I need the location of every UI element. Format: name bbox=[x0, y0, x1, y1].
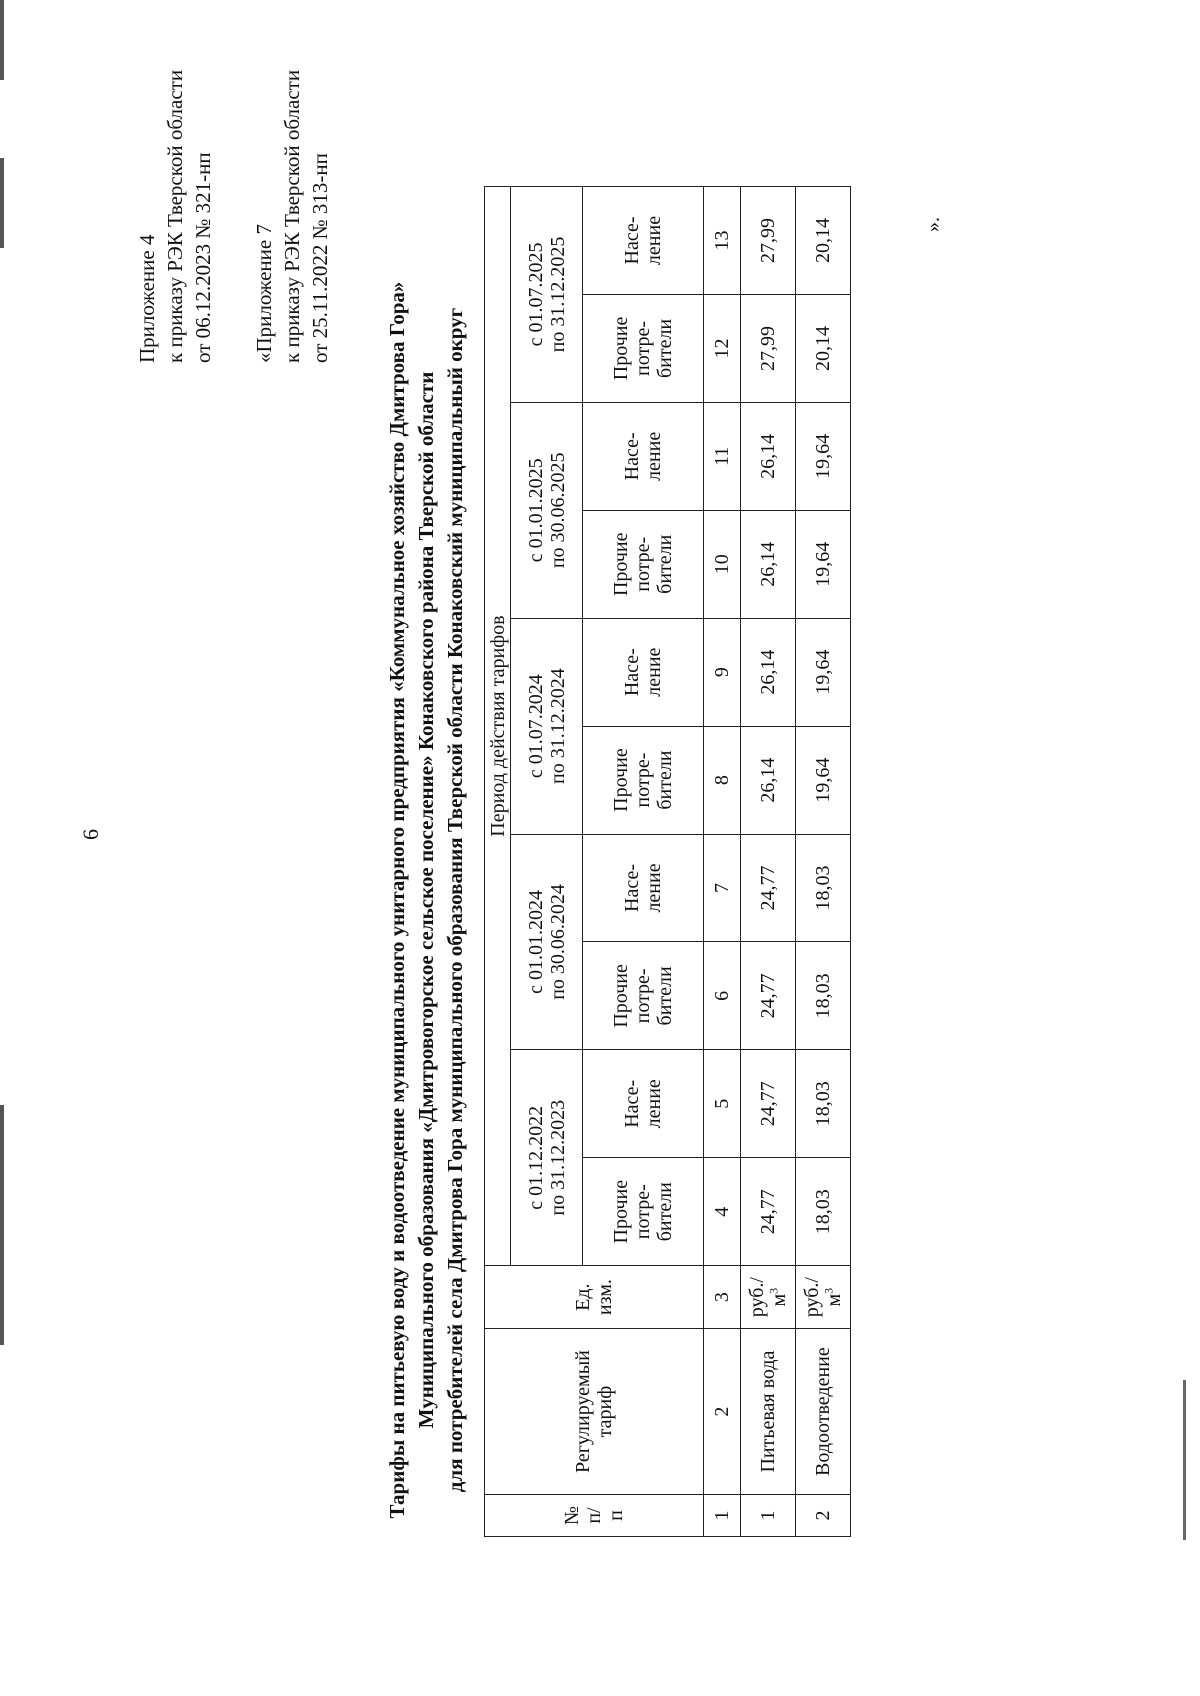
appendix-line: к приказу РЭК Тверской области bbox=[163, 69, 187, 363]
consumer-population-header: Насе- ление bbox=[583, 618, 704, 726]
consumer-other-header: Прочие потре- бители bbox=[583, 510, 704, 618]
column-number: 5 bbox=[704, 1050, 741, 1158]
page-number: 6 bbox=[78, 829, 103, 840]
appendix-line: Приложение 4 bbox=[135, 234, 159, 363]
unit-superscript: 3 bbox=[766, 1287, 781, 1294]
column-number: 7 bbox=[704, 834, 741, 942]
tariff-value: 27,99 bbox=[741, 294, 796, 402]
tariff-name: Водоотведение bbox=[796, 1329, 851, 1495]
tariff-value: 20,14 bbox=[796, 187, 851, 295]
period-header: с 01.07.2025 по 31.12.2025 bbox=[511, 187, 583, 403]
column-number: 8 bbox=[704, 726, 741, 834]
consumer-other-header: Прочие потре- бители bbox=[583, 942, 704, 1050]
tariff-value: 18,03 bbox=[796, 942, 851, 1050]
period-header: с 01.01.2024 по 30.06.2024 bbox=[511, 834, 583, 1050]
consumer-other-header: Прочие потре- бители bbox=[583, 294, 704, 402]
consumer-other-header: Прочие потре- бители bbox=[583, 726, 704, 834]
consumer-population-header: Насе- ление bbox=[583, 1050, 704, 1158]
row-number: 2 bbox=[796, 1495, 851, 1537]
appendix-line: от 06.12.2023 № 321-нп bbox=[191, 152, 215, 363]
tariff-value: 26,14 bbox=[741, 510, 796, 618]
tariff-value: 19,64 bbox=[796, 618, 851, 726]
document-title bbox=[383, 195, 470, 1605]
header-unit: Ед. изм. bbox=[485, 1266, 704, 1329]
tariff-name: Питьевая вода bbox=[741, 1329, 796, 1495]
row-number: 1 bbox=[741, 1495, 796, 1537]
tariff-value: 18,03 bbox=[796, 1158, 851, 1266]
tariff-value: 18,03 bbox=[796, 834, 851, 942]
period-header: с 01.12.2022 по 31.12.2023 bbox=[511, 1050, 583, 1266]
unit-superscript: 3 bbox=[821, 1287, 836, 1294]
period-header: с 01.07.2024 по 31.12.2024 bbox=[511, 618, 583, 834]
tariff-value: 27,99 bbox=[741, 187, 796, 295]
column-number: 2 bbox=[704, 1329, 741, 1495]
tariff-table bbox=[484, 186, 851, 1537]
unit-text: руб./м bbox=[746, 1277, 790, 1318]
closing-quote-mark: ». bbox=[922, 217, 944, 232]
tariff-value: 26,14 bbox=[741, 402, 796, 510]
appendix-line: к приказу РЭК Тверской области bbox=[280, 69, 304, 363]
column-number: 9 bbox=[704, 618, 741, 726]
column-number: 10 bbox=[704, 510, 741, 618]
period-header: с 01.01.2025 по 30.06.2025 bbox=[511, 402, 583, 618]
tariff-value: 19,64 bbox=[796, 510, 851, 618]
tariff-value: 24,77 bbox=[741, 942, 796, 1050]
unit-text: руб./м bbox=[801, 1277, 845, 1318]
consumer-population-header: Насе- ление bbox=[583, 834, 704, 942]
tariff-value: 19,64 bbox=[796, 402, 851, 510]
header-row-number: № п/ п bbox=[485, 1495, 704, 1537]
column-number: 13 bbox=[704, 187, 741, 295]
tariff-value: 24,77 bbox=[741, 1158, 796, 1266]
column-number: 4 bbox=[704, 1158, 741, 1266]
title-line: Тарифы на питьевую воду и водоотведение муниципального унитарного предприятия «Коммунальное хозяйство Дмитрова Гора» bbox=[385, 281, 409, 1519]
unit-cell bbox=[796, 1266, 851, 1329]
tariff-value: 20,14 bbox=[796, 294, 851, 402]
column-number: 6 bbox=[704, 942, 741, 1050]
tariff-value: 26,14 bbox=[741, 618, 796, 726]
appendix-line: от 25.11.2022 № 313-нп bbox=[308, 153, 332, 363]
column-number: 1 bbox=[704, 1495, 741, 1537]
appendix-old-reference bbox=[250, 70, 334, 363]
tariff-value: 24,77 bbox=[741, 834, 796, 942]
header-period: Период действия тарифов bbox=[485, 187, 511, 1266]
title-line: для потребителей села Дмитрова Гора муниципального образования Тверской области Конаковский муниципальный округ bbox=[443, 307, 467, 1493]
table-row bbox=[796, 187, 851, 1537]
tariff-value: 24,77 bbox=[741, 1050, 796, 1158]
column-number: 12 bbox=[704, 294, 741, 402]
consumer-population-header: Насе- ление bbox=[583, 187, 704, 295]
column-number: 3 bbox=[704, 1266, 741, 1329]
consumer-population-header: Насе- ление bbox=[583, 402, 704, 510]
title-line: Муниципального образования «Дмитровогорское сельское поселение» Конаковского района Тверской области bbox=[414, 371, 438, 1429]
tariff-value: 18,03 bbox=[796, 1050, 851, 1158]
tariff-value: 19,64 bbox=[796, 726, 851, 834]
column-number: 11 bbox=[704, 402, 741, 510]
appendix-line: «Приложение 7 bbox=[252, 224, 276, 363]
appendix-new-reference bbox=[133, 70, 217, 363]
consumer-other-header: Прочие потре- бители bbox=[583, 1158, 704, 1266]
header-regulated-tariff: Регулируемый тариф bbox=[485, 1329, 704, 1495]
unit-cell bbox=[741, 1266, 796, 1329]
table-row bbox=[741, 187, 796, 1537]
tariff-value: 26,14 bbox=[741, 726, 796, 834]
